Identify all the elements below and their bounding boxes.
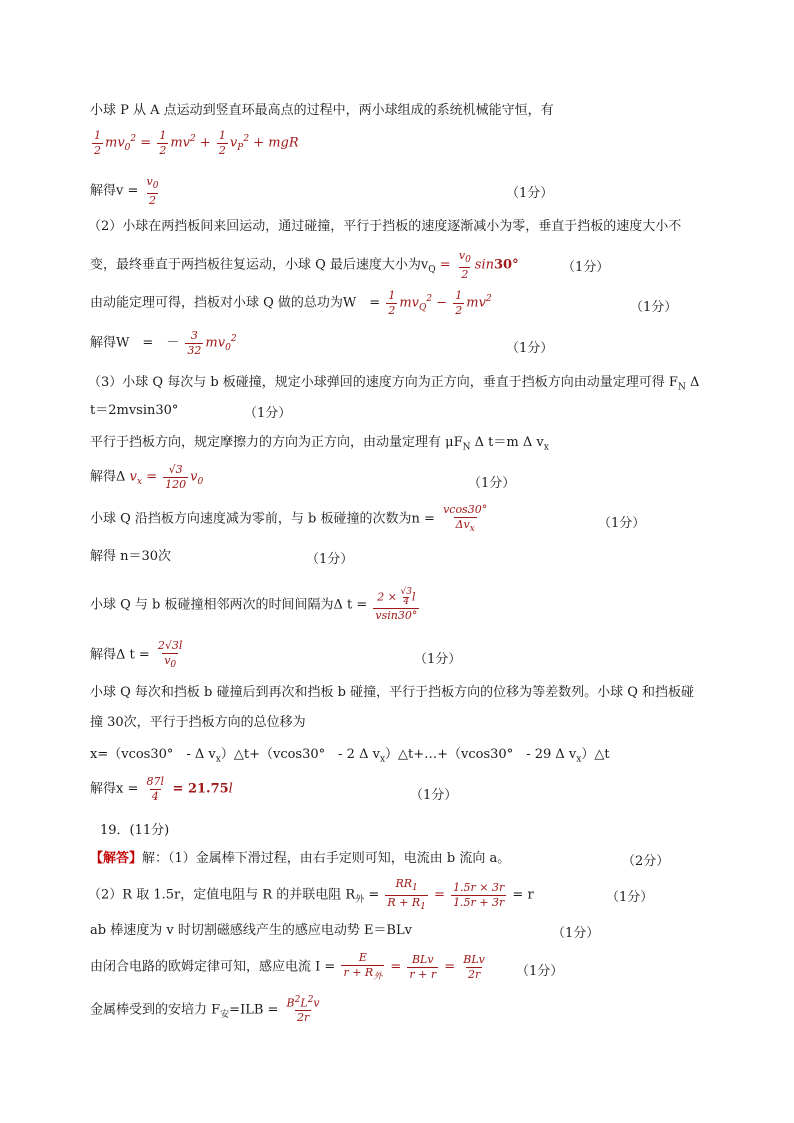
score: （1分）	[562, 260, 610, 275]
text-line: 平行于挡板方向，规定摩擦力的方向为正方向，由动量定理有 $\mu F_N$ Δ t＝m Δ $v_x$	[90, 435, 549, 453]
text-line: ab 棒速度为 v 时切割磁感线产生的感应电动势 E＝BLv	[90, 923, 412, 938]
text-line: 由闭合电路的欧姆定律可知，感应电流 I = $\frac{E}{r + R_外}$ = $\frac{\text{BLv}}{r + r}$ = $\frac{\text{BLv}}{2r}$	[90, 951, 485, 982]
score: （1分）	[244, 406, 292, 421]
score: （1分）	[468, 476, 516, 491]
text-line: （2）小球在两挡板间来回运动，通过碰撞，平行于挡板的速度逐渐减小为零，垂直于挡板的速度大小不	[88, 219, 682, 234]
score: （1分）	[552, 926, 600, 941]
text-line: t＝2mvsin30°	[90, 403, 179, 418]
text-line: 撞 30次，平行于挡板方向的总位移为	[90, 715, 306, 730]
score: （1分）	[630, 300, 678, 315]
score: （1分）	[506, 186, 554, 201]
text-line: 小球 P 从 A 点运动到竖直环最高点的过程中，两小球组成的系统机械能守恒，有	[90, 103, 554, 118]
score: （2分）	[622, 854, 670, 869]
text-line: 由动能定理可得，挡板对小球 Q 做的总功为W = $\frac{1}{2}$ $mv_Q^2$ − $\frac{1}{2}$ $mv^2$	[90, 289, 492, 317]
score: （1分）	[598, 516, 646, 531]
text-line: 解得W = － $\frac{3}{32}$ $mv_0^2$	[90, 329, 237, 357]
text-line: 小球 Q 沿挡板方向速度减为零前，与 b 板碰撞的次数为n = $\frac{vcos30^\circ}{\Delta v_x}$	[90, 503, 488, 534]
text-line: 解得 n＝30次	[90, 549, 172, 564]
text-line: 小球 Q 与 b 板碰撞相邻两次的时间间隔为Δ t = 2 × $\frac{√3}{4}$ l vsin30°	[90, 587, 418, 622]
text-line: 变，最终垂直于两挡板往复运动，小球 Q 最后速度大小为$v_Q$ = $\frac{v_0}{2}$ sin30°	[90, 249, 519, 281]
text-line: 【解答】解：（1）金属棒下滑过程，由右手定则可知，电流由 b 流向 a。	[90, 851, 511, 866]
label: 解得v =	[90, 183, 139, 199]
text-line: 金属棒受到的安培力 $F_安=ILB$ = $\frac{B^2L^2v}{2r}$	[90, 995, 320, 1025]
question-number: 19．(11分)	[100, 823, 170, 838]
score: （1分）	[506, 341, 554, 356]
score: （1分）	[606, 890, 654, 905]
text-line: 解得Δ t = $\frac{2√3l}{v_0}$	[90, 639, 183, 670]
equation-energy: $\frac{1}{2}$ $mv_0^2$ = $\frac{1}{2}$ $mv^2$ + $\frac{1}{2}$ $v_P^2$ + mgR	[94, 129, 299, 157]
text-line: 解得Δ $v_x$ = $\frac{√3}{120}$ $v_0$	[90, 463, 204, 491]
solution-v: 解得v = $\frac{v_0}{2}$	[90, 175, 159, 207]
text-line: 小球 Q 每次和挡板 b 碰撞后到再次和挡板 b 碰撞，平行于挡板方向的位移为等差数列。小球 Q 和挡板碰	[90, 685, 695, 700]
text-line: 解得x = $\frac{87l}{4}$ = 21.75l	[90, 775, 233, 803]
score: （1分）	[306, 552, 354, 567]
text-line: x=（vcos30° - Δ $v_x)\triangle t+(vcos30^\circ$ - 2 Δ $v_x)\triangle t+\dots+(vcos30^\circ$ - 29 Δ $v_x)\triangle t$	[90, 747, 610, 765]
score: （1分）	[516, 964, 564, 979]
text-line: （2）R 取 1.5r，定值电阻与 R 的并联电阻 $R_外$ = $\frac{RR_1}{R + R_1}$ = $\frac{1.5r \times 3r}{1.5r + 3r}$ = r	[88, 877, 534, 912]
score: （1分）	[414, 652, 462, 667]
score: （1分）	[410, 788, 458, 803]
text-line: （3）小球 Q 每次与 b 板碰撞，规定小球弹回的速度方向为正方向，垂直于挡板方向由动量定理可得 $F_N$ Δ	[88, 375, 700, 393]
